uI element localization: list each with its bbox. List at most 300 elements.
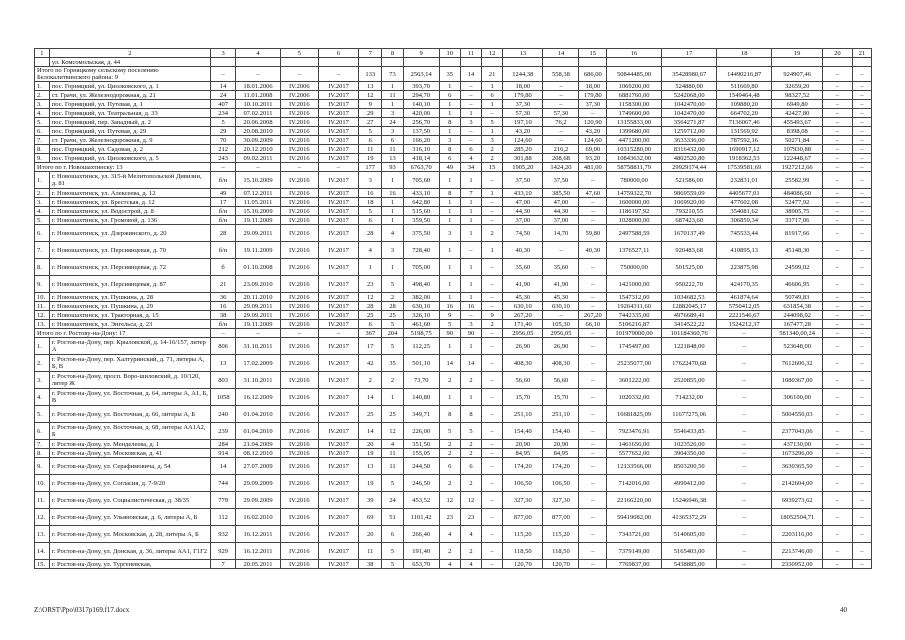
table-cell: г. Ростов-на-Дону, просп. Воро-шиловский, д. 10/120, литер Ж [49, 372, 210, 389]
table-cell: IV.2017 [318, 82, 358, 91]
table-cell: 745533,44 [717, 225, 772, 242]
table-cell: 56,60 [503, 372, 543, 389]
table-cell: – [482, 198, 503, 207]
table-cell: 5 [210, 118, 235, 127]
table-cell: 20.11.2010 [236, 293, 280, 302]
table-cell: IV.2017 [318, 216, 358, 225]
table-cell: 1 [460, 293, 481, 302]
table-cell: – [717, 509, 772, 526]
table-row [35, 118, 872, 127]
table-cell: г. Новошахтинск, ул. Алексеева, д. 12 [49, 189, 210, 198]
table-cell: г. Новошахтинск, ул. Тракторная, д. 15 [49, 311, 210, 320]
column-number: 3 [210, 49, 235, 58]
table-cell: 41365372,29 [662, 509, 717, 526]
table-cell: – [823, 127, 853, 136]
column-number-row [35, 49, 872, 58]
table-cell: 69 [359, 509, 382, 526]
table-cell: 4. [35, 109, 50, 118]
table-cell: IV.2017 [318, 492, 358, 509]
table-cell: 687423,60 [662, 216, 717, 225]
table-cell: – [823, 449, 853, 458]
column-number: 16 [607, 49, 662, 58]
table-cell: IV.2017 [318, 293, 358, 302]
table-cell: 1 [439, 172, 460, 189]
table-cell: 3564271,87 [662, 118, 717, 127]
subtotal-row [35, 163, 872, 172]
table-cell: 13 [382, 154, 403, 163]
table-cell: 5750412,05 [717, 302, 772, 311]
table-cell: 7136067,46 [717, 118, 772, 127]
table-cell: – [823, 242, 853, 259]
table-cell: 1749600,00 [607, 109, 662, 118]
table-cell: – [823, 198, 853, 207]
table-cell: 7923476,91 [607, 423, 662, 440]
table-cell: 5438885,00 [662, 560, 717, 569]
table-cell: – [280, 163, 318, 172]
table-cell: 3633336,00 [662, 136, 717, 145]
table-cell: 12. [35, 509, 50, 526]
table-cell: 9 [359, 100, 382, 109]
table-cell: IV.2016 [280, 338, 318, 355]
table-cell: IV.2017 [318, 225, 358, 242]
table-cell: IV.2006 [280, 91, 318, 100]
table-cell: 686,00 [579, 67, 607, 82]
table-cell: 524880,00 [662, 82, 717, 91]
table-cell: 37,00 [543, 216, 579, 225]
table-cell: 27.07.2009 [236, 458, 280, 475]
table-cell: 6 [439, 458, 460, 475]
table-cell: 744 [210, 475, 235, 492]
table-cell: 294,70 [403, 91, 439, 100]
table-cell: 4999412,00 [662, 475, 717, 492]
table-cell: г. Ростов-на-Дону, пер. Халтуринский, д. 71, литеры А, Б, В [49, 355, 210, 372]
column-number: 21 [852, 49, 871, 58]
table-cell: 5140605,00 [662, 526, 717, 543]
table-cell: 69,00 [579, 145, 607, 154]
table-cell: пос. Горняцкий, ул. Путевая, д. 1 [49, 100, 210, 109]
table-cell: – [852, 458, 871, 475]
table-cell: 3414522,22 [662, 320, 717, 329]
table-row [35, 311, 872, 320]
table-cell: 14 [460, 355, 481, 372]
table-cell: 14 [210, 458, 235, 475]
table-cell: г. Ростов-на-Дону, ул. Восточная, д. 68, литеры АА1А2, Б [49, 423, 210, 440]
table-cell: 3 [382, 109, 403, 118]
table-cell: 16 [460, 302, 481, 311]
table-cell: 31.10.2011 [236, 372, 280, 389]
table-cell: IV.2017 [318, 109, 358, 118]
table-cell: 20.06.2008 [236, 118, 280, 127]
table-cell: 2 [439, 475, 460, 492]
table-cell: 1600000,00 [607, 198, 662, 207]
table-cell: – [852, 118, 871, 127]
table-cell: 418,14 [403, 154, 439, 163]
table-cell: 285,20 [503, 145, 543, 154]
table-cell [318, 58, 358, 67]
table-cell: 351,50 [403, 440, 439, 449]
table-cell: – [823, 338, 853, 355]
table-cell: б/н [210, 320, 235, 329]
table-cell: – [852, 154, 871, 163]
table-cell: 653,70 [403, 560, 439, 569]
table-cell: – [852, 475, 871, 492]
table-cell: 1042470,00 [662, 109, 717, 118]
table-cell: 1. [35, 82, 50, 91]
table-cell: – [717, 329, 772, 338]
table-cell: – [318, 67, 358, 82]
table-cell: – [210, 163, 235, 172]
table-cell: – [482, 458, 503, 475]
table-cell: 81917,66 [772, 225, 823, 242]
table-cell: 120,70 [543, 560, 579, 569]
table-cell: 6 [439, 154, 460, 163]
table-cell: – [852, 311, 871, 320]
table-cell: 25235077,00 [607, 355, 662, 372]
table-cell: 52477,92 [772, 198, 823, 207]
table-cell: 4. [35, 389, 50, 406]
table-cell: 301,88 [503, 154, 543, 163]
table-cell: 1023526,00 [662, 440, 717, 449]
table-cell: 6949,80 [772, 100, 823, 109]
table-cell: 2 [382, 293, 403, 302]
table-cell: 1 [482, 189, 503, 198]
table-cell: 11677275,06 [662, 406, 717, 423]
table-cell: 1 [460, 207, 481, 216]
table-cell: – [852, 242, 871, 259]
table-cell: 327,30 [543, 492, 579, 509]
table-cell: 1 [382, 207, 403, 216]
table-cell: 2213746,00 [772, 543, 823, 560]
table-cell: IV.2017 [318, 154, 358, 163]
table-cell: 15.10.2009 [236, 207, 280, 216]
table-cell: 6. [35, 225, 50, 242]
table-cell: 7379149,00 [607, 543, 662, 560]
table-cell: 16 [439, 302, 460, 311]
table-cell: – [823, 302, 853, 311]
table-cell: б/н [210, 172, 235, 189]
table-cell: г. Ростов-на-Дону, ул. Социалистическая, д. 38/35 [49, 492, 210, 509]
column-number: 14 [543, 49, 579, 58]
table-cell: 216,2 [543, 145, 579, 154]
table-cell: – [717, 475, 772, 492]
table-cell: 2 [482, 320, 503, 329]
table-cell: IV.2016 [280, 449, 318, 458]
table-cell: 90 [439, 329, 460, 338]
table-cell: 920483,68 [662, 242, 717, 259]
table-cell: – [823, 109, 853, 118]
table-cell: 45,30 [503, 293, 543, 302]
table-cell: 16 [382, 189, 403, 198]
table-cell: 1 [439, 109, 460, 118]
table-cell: 18,00 [579, 82, 607, 91]
table-cell: 2956,05 [543, 329, 579, 338]
table-cell: 2 [439, 543, 460, 560]
table-cell: 1376527,11 [607, 242, 662, 259]
table-cell: 57,30 [543, 109, 579, 118]
table-cell: IV.2017 [318, 172, 358, 189]
table-row [35, 338, 872, 355]
table-cell: – [579, 338, 607, 355]
table-cell: 2 [482, 145, 503, 154]
table-row [35, 475, 872, 492]
table-cell: 1 [382, 172, 403, 189]
table-cell: – [482, 406, 503, 423]
table-cell: 1 [382, 82, 403, 91]
table-cell: 101184360,76 [662, 329, 717, 338]
table-cell: – [482, 492, 503, 509]
table-cell: 631854,38 [772, 302, 823, 311]
table-cell [607, 58, 662, 67]
table-cell: 1927212,66 [772, 163, 823, 172]
table-cell: – [210, 329, 235, 338]
table-cell: 5 [382, 475, 403, 492]
table-row [35, 100, 872, 109]
table-cell: 7. [35, 136, 50, 145]
table-body [35, 49, 872, 569]
table-cell: – [823, 145, 853, 154]
table-cell: 1745497,00 [607, 338, 662, 355]
table-cell: – [823, 560, 853, 569]
table-cell: 4 [460, 526, 481, 543]
table-cell: 306859,34 [717, 216, 772, 225]
table-cell: 367 [359, 329, 382, 338]
table-cell: 1 [460, 259, 481, 276]
table-cell: 19.11.2009 [236, 216, 280, 225]
table-cell: 140,10 [403, 100, 439, 109]
table-cell: г. Новошахтинск, ул. Энгельса, д. 23 [49, 320, 210, 329]
table-cell: 109880,20 [717, 100, 772, 109]
table-row [35, 127, 872, 136]
table-cell: 12 [460, 492, 481, 509]
table-cell: 251,10 [503, 406, 543, 423]
table-cell: 3. [35, 372, 50, 389]
table-cell: 24 [210, 91, 235, 100]
table-cell: – [852, 259, 871, 276]
table-cell: – [210, 67, 235, 82]
table-cell: – [852, 207, 871, 216]
table-cell: – [852, 560, 871, 569]
table-cell: – [482, 109, 503, 118]
table-cell: 120,90 [579, 118, 607, 127]
table-cell: 1 [439, 198, 460, 207]
table-cell: 8398,08 [772, 127, 823, 136]
table-cell: – [543, 100, 579, 109]
table-cell: 11 [382, 458, 403, 475]
table-cell: 1 [460, 172, 481, 189]
table-cell: – [482, 329, 503, 338]
table-cell: – [482, 389, 503, 406]
table-cell: 5004550,03 [772, 406, 823, 423]
table-cell: 1 [439, 242, 460, 259]
table-cell: IV.2016 [280, 509, 318, 526]
table-cell: 23 [359, 276, 382, 293]
table-cell: пос. Горняцкий, ул. Театральная, д. 33 [49, 109, 210, 118]
table-cell: 3904356,00 [662, 449, 717, 458]
table-cell: – [482, 355, 503, 372]
table-cell: 8 [439, 189, 460, 198]
table-cell [482, 58, 503, 67]
table-cell: – [823, 163, 853, 172]
table-cell: 232831,01 [717, 172, 772, 189]
table-cell: 11 [359, 543, 382, 560]
table-cell: 154,40 [543, 423, 579, 440]
table-cell: 22166220,00 [607, 492, 662, 509]
table-cell: 8. [35, 145, 50, 154]
table-cell: – [823, 216, 853, 225]
table-cell: IV.2016 [280, 526, 318, 543]
table-cell: 5 [359, 207, 382, 216]
table-cell: 267,20 [503, 311, 543, 320]
table-cell: 23 [460, 509, 481, 526]
table-cell: 208,68 [543, 154, 579, 163]
table-cell: г. Ростов-на-Дону, ул. Московская, д. 28, литеры А, Б [49, 526, 210, 543]
table-cell: 1020332,00 [607, 389, 662, 406]
table-row [35, 449, 872, 458]
table-cell: – [823, 82, 853, 91]
table-cell: – [823, 329, 853, 338]
table-cell: IV.2016 [280, 118, 318, 127]
table-cell: 5 [382, 338, 403, 355]
table-cell: 20.12.2010 [236, 145, 280, 154]
table-cell: 37,00 [503, 216, 543, 225]
table-cell [35, 58, 50, 67]
table-cell: 16 [359, 189, 382, 198]
table-cell: 33717,06 [772, 216, 823, 225]
table-cell: 112 [210, 509, 235, 526]
table-cell: 5 [382, 320, 403, 329]
table-cell: 1158300,00 [607, 100, 662, 109]
table-cell: IV.2016 [280, 172, 318, 189]
table-cell: 107930,88 [772, 145, 823, 154]
table-cell: 1399680,00 [607, 127, 662, 136]
table-cell: 204 [382, 329, 403, 338]
table-cell: 1 [460, 338, 481, 355]
table-cell: 84,95 [543, 449, 579, 458]
table-cell: 133 [359, 67, 382, 82]
table-cell: г. Ростов-на-Дону, ул. Ульяновская, д. 6, литеры А, Б [49, 509, 210, 526]
table-cell: – [823, 320, 853, 329]
table-cell: 2 [460, 440, 481, 449]
table-cell: 5198,75 [403, 329, 439, 338]
table-cell: – [579, 423, 607, 440]
table-cell: 171,40 [503, 320, 543, 329]
table-cell: 498,40 [403, 276, 439, 293]
table-cell: – [482, 259, 503, 276]
table-cell: 120,70 [503, 560, 543, 569]
table-cell: 15.10.2009 [236, 172, 280, 189]
table-cell: 115,20 [543, 526, 579, 543]
table-cell: 15. [35, 560, 50, 569]
table-cell: 3601222,00 [607, 372, 662, 389]
table-cell: 1042470,00 [662, 100, 717, 109]
table-cell: – [543, 127, 579, 136]
table-row [35, 423, 872, 440]
table-cell: 4471200,00 [607, 136, 662, 145]
table-cell: 37,50 [503, 172, 543, 189]
table-cell: 6881760,00 [607, 91, 662, 100]
table-cell: – [482, 440, 503, 449]
column-number: 18 [717, 49, 772, 58]
table-cell: – [579, 302, 607, 311]
table-cell: – [717, 389, 772, 406]
table-cell: IV.2016 [280, 492, 318, 509]
table-cell: 3 [460, 320, 481, 329]
table-cell: 2 [460, 449, 481, 458]
column-number: 9 [403, 49, 439, 58]
table-cell: 6. [35, 127, 50, 136]
table-cell: 35,60 [543, 259, 579, 276]
table-cell: 7 [460, 189, 481, 198]
table-row [35, 276, 872, 293]
table-cell: 7343721,00 [607, 526, 662, 543]
table-cell: 630,10 [503, 302, 543, 311]
table-cell: 630,10 [543, 302, 579, 311]
table-cell: 4 [439, 560, 460, 569]
table-cell: IV.2017 [318, 526, 358, 543]
table-cell: – [852, 449, 871, 458]
table-cell: – [823, 526, 853, 543]
table-cell: 174,20 [543, 458, 579, 475]
table-cell: 5 [460, 423, 481, 440]
table-cell: 410895,13 [717, 242, 772, 259]
table-cell: 8. [35, 449, 50, 458]
table-cell: 7. [35, 242, 50, 259]
table-row [35, 458, 872, 475]
table-cell: – [717, 560, 772, 569]
table-cell: – [823, 67, 853, 82]
table-cell: 521586,00 [662, 172, 717, 189]
table-cell: IV.2016 [280, 127, 318, 136]
table-cell: 84,95 [503, 449, 543, 458]
housing-table [34, 48, 872, 569]
table-row [35, 372, 872, 389]
column-number: 5 [280, 49, 318, 58]
table-cell: 93,20 [579, 154, 607, 163]
table-cell: IV.2017 [318, 355, 358, 372]
table-cell: 12882045,17 [662, 302, 717, 311]
table-cell: 26,90 [543, 338, 579, 355]
table-cell [579, 58, 607, 67]
table-cell: 10.10.2011 [236, 100, 280, 109]
table-row [35, 320, 872, 329]
table-cell: IV.2017 [318, 423, 358, 440]
table-cell: 2142604,00 [772, 475, 823, 492]
table-cell: IV.2016 [280, 311, 318, 320]
table-cell: 18.01.2006 [236, 82, 280, 91]
table-cell: 11 [382, 449, 403, 458]
table-cell: 354081,62 [717, 207, 772, 216]
table-cell: 112,25 [403, 338, 439, 355]
table-cell: 23.09.2010 [236, 276, 280, 293]
table-cell: 17 [359, 338, 382, 355]
table-cell: – [823, 311, 853, 320]
table-cell: – [579, 526, 607, 543]
table-cell: – [852, 216, 871, 225]
table-cell: 25 [359, 311, 382, 320]
table-cell: – [482, 172, 503, 189]
table-cell: 13 [359, 82, 382, 91]
table-cell: IV.2017 [318, 475, 358, 492]
table-cell: 36 [210, 293, 235, 302]
table-cell: 1 [439, 207, 460, 216]
table-cell: 1259712,00 [662, 127, 717, 136]
table-cell: 09.02.2011 [236, 154, 280, 163]
table-cell: 25 [382, 406, 403, 423]
table-cell: 1 [439, 276, 460, 293]
table-cell: 20.08.2010 [236, 127, 280, 136]
table-cell: 174,20 [503, 458, 543, 475]
table-cell: – [579, 207, 607, 216]
